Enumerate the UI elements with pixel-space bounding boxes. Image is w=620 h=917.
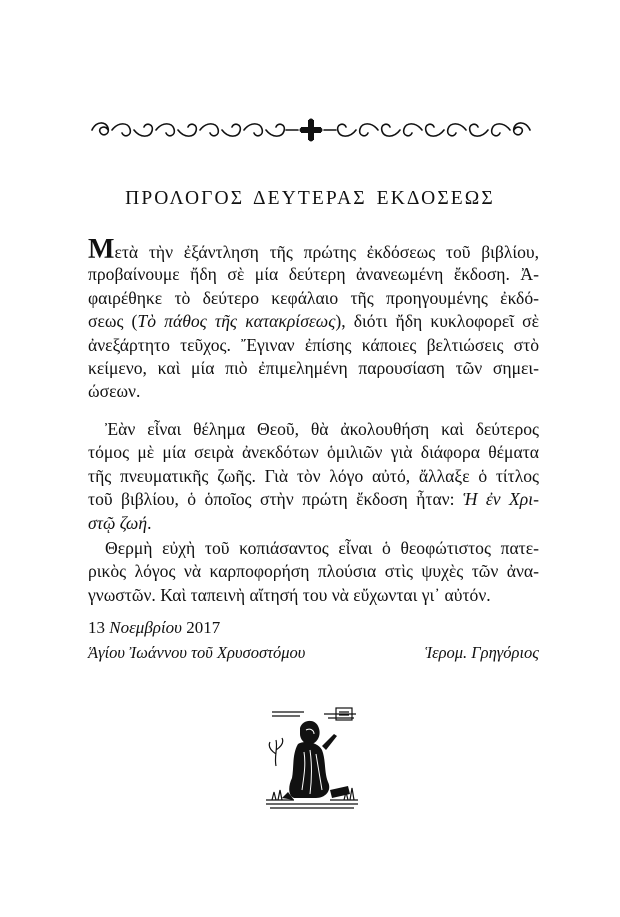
old-title-reference: Ἡ ἐν Χρι- bbox=[462, 489, 539, 510]
chapter-title-reference: Τὸ πάθος τῆς κατακρίσεως bbox=[137, 311, 336, 332]
paragraph-1-line-7: ώσεων. bbox=[88, 381, 141, 402]
page-title: ΠΡΟΛΟΓΟΣ ΔΕΥΤΕΡΑΣ ΕΚΔΟΣΕΩΣ bbox=[125, 188, 495, 209]
paragraph-2-line-3: τῆς πνευματικῆς ζωῆς. Γιὰ τὸν λόγο αὐτό, ἄλλαξε ὁ τίτλος bbox=[88, 465, 539, 486]
feast-day: Ἁγίου Ἰωάννου τοῦ Χρυσοστόμου bbox=[88, 643, 306, 662]
paragraph-1-line-1: Μετὰ τὴν ἐξάντληση τῆς πρώτης ἐκδόσεως τοῦ βιβλίου, bbox=[88, 234, 539, 265]
paragraph-3-line-3: γνωστῶν. Καὶ ταπεινὴ αἴτησή του νὰ εὔχωνται γι᾽ αὐτόν. bbox=[88, 584, 491, 605]
date-line: 13 Νοεμβρίου 2017 bbox=[88, 618, 221, 637]
paragraph-2-line-1: Ἐὰν εἶναι θέλημα Θεοῦ, θὰ ἀκολουθήση καὶ δεύτερος bbox=[105, 419, 539, 439]
paragraph-2-line-4: τοῦ βιβλίου, ὁ ὁποῖος στὴν πρώτη ἔκδοση ἦταν: Ἡ ἐν Χρι- bbox=[88, 489, 539, 510]
paragraph-1 bbox=[88, 234, 539, 404]
paragraph-2-line-5: στῷ ζωή. bbox=[88, 512, 152, 533]
paragraph-2 bbox=[88, 418, 539, 535]
author-signature: Ἱερομ. Γρηγόριος bbox=[424, 643, 539, 662]
paragraph-3-line-1: Θερμὴ εὐχὴ τοῦ κοπιάσαντος εἶναι ὁ θεοφώτιστος πατε- bbox=[105, 538, 539, 558]
paragraph-1-line-5: ἀνεξάρτητο τεῦχος. Ἔγιναν ἐπίσης κάποιες βελτιώσεις στὸ bbox=[88, 334, 539, 355]
paragraph-3-line-2: ρικὸς λόγος νὰ καρποφορήση πλούσια στὶς ψυχὲς τῶν ἀνα- bbox=[88, 561, 539, 582]
paragraph-2-line-2: τόμος μὲ μία σειρὰ ἀνεκδότων ὁμιλιῶν γιὰ διάφορα θέματα bbox=[88, 442, 539, 463]
paragraph-1-line-4: σεως (Τὸ πάθος τῆς κατακρίσεως), διότι ἤδη κυκλοφορεῖ σὲ bbox=[88, 311, 539, 332]
paragraph-1-line-3: φαιρέθηκε τὸ δεύτερο κεφάλαιο τῆς προηγουμένης ἐκδό- bbox=[88, 287, 539, 308]
ornamental-divider-icon bbox=[88, 118, 534, 142]
kneeling-monk-icon bbox=[264, 706, 360, 814]
drop-cap: Μ bbox=[88, 234, 115, 265]
paragraph-3 bbox=[88, 537, 539, 607]
paragraph-1-line-2: προβαίνουμε ἤδη σὲ μία δεύτερη ἀνανεωμένη ἔκδοση. Ἀ- bbox=[88, 264, 539, 285]
paragraph-1-line-6: κείμενο, καὶ μία πιὸ ἐπιμελημένη παρουσίαση τῶν σημει- bbox=[88, 357, 539, 378]
